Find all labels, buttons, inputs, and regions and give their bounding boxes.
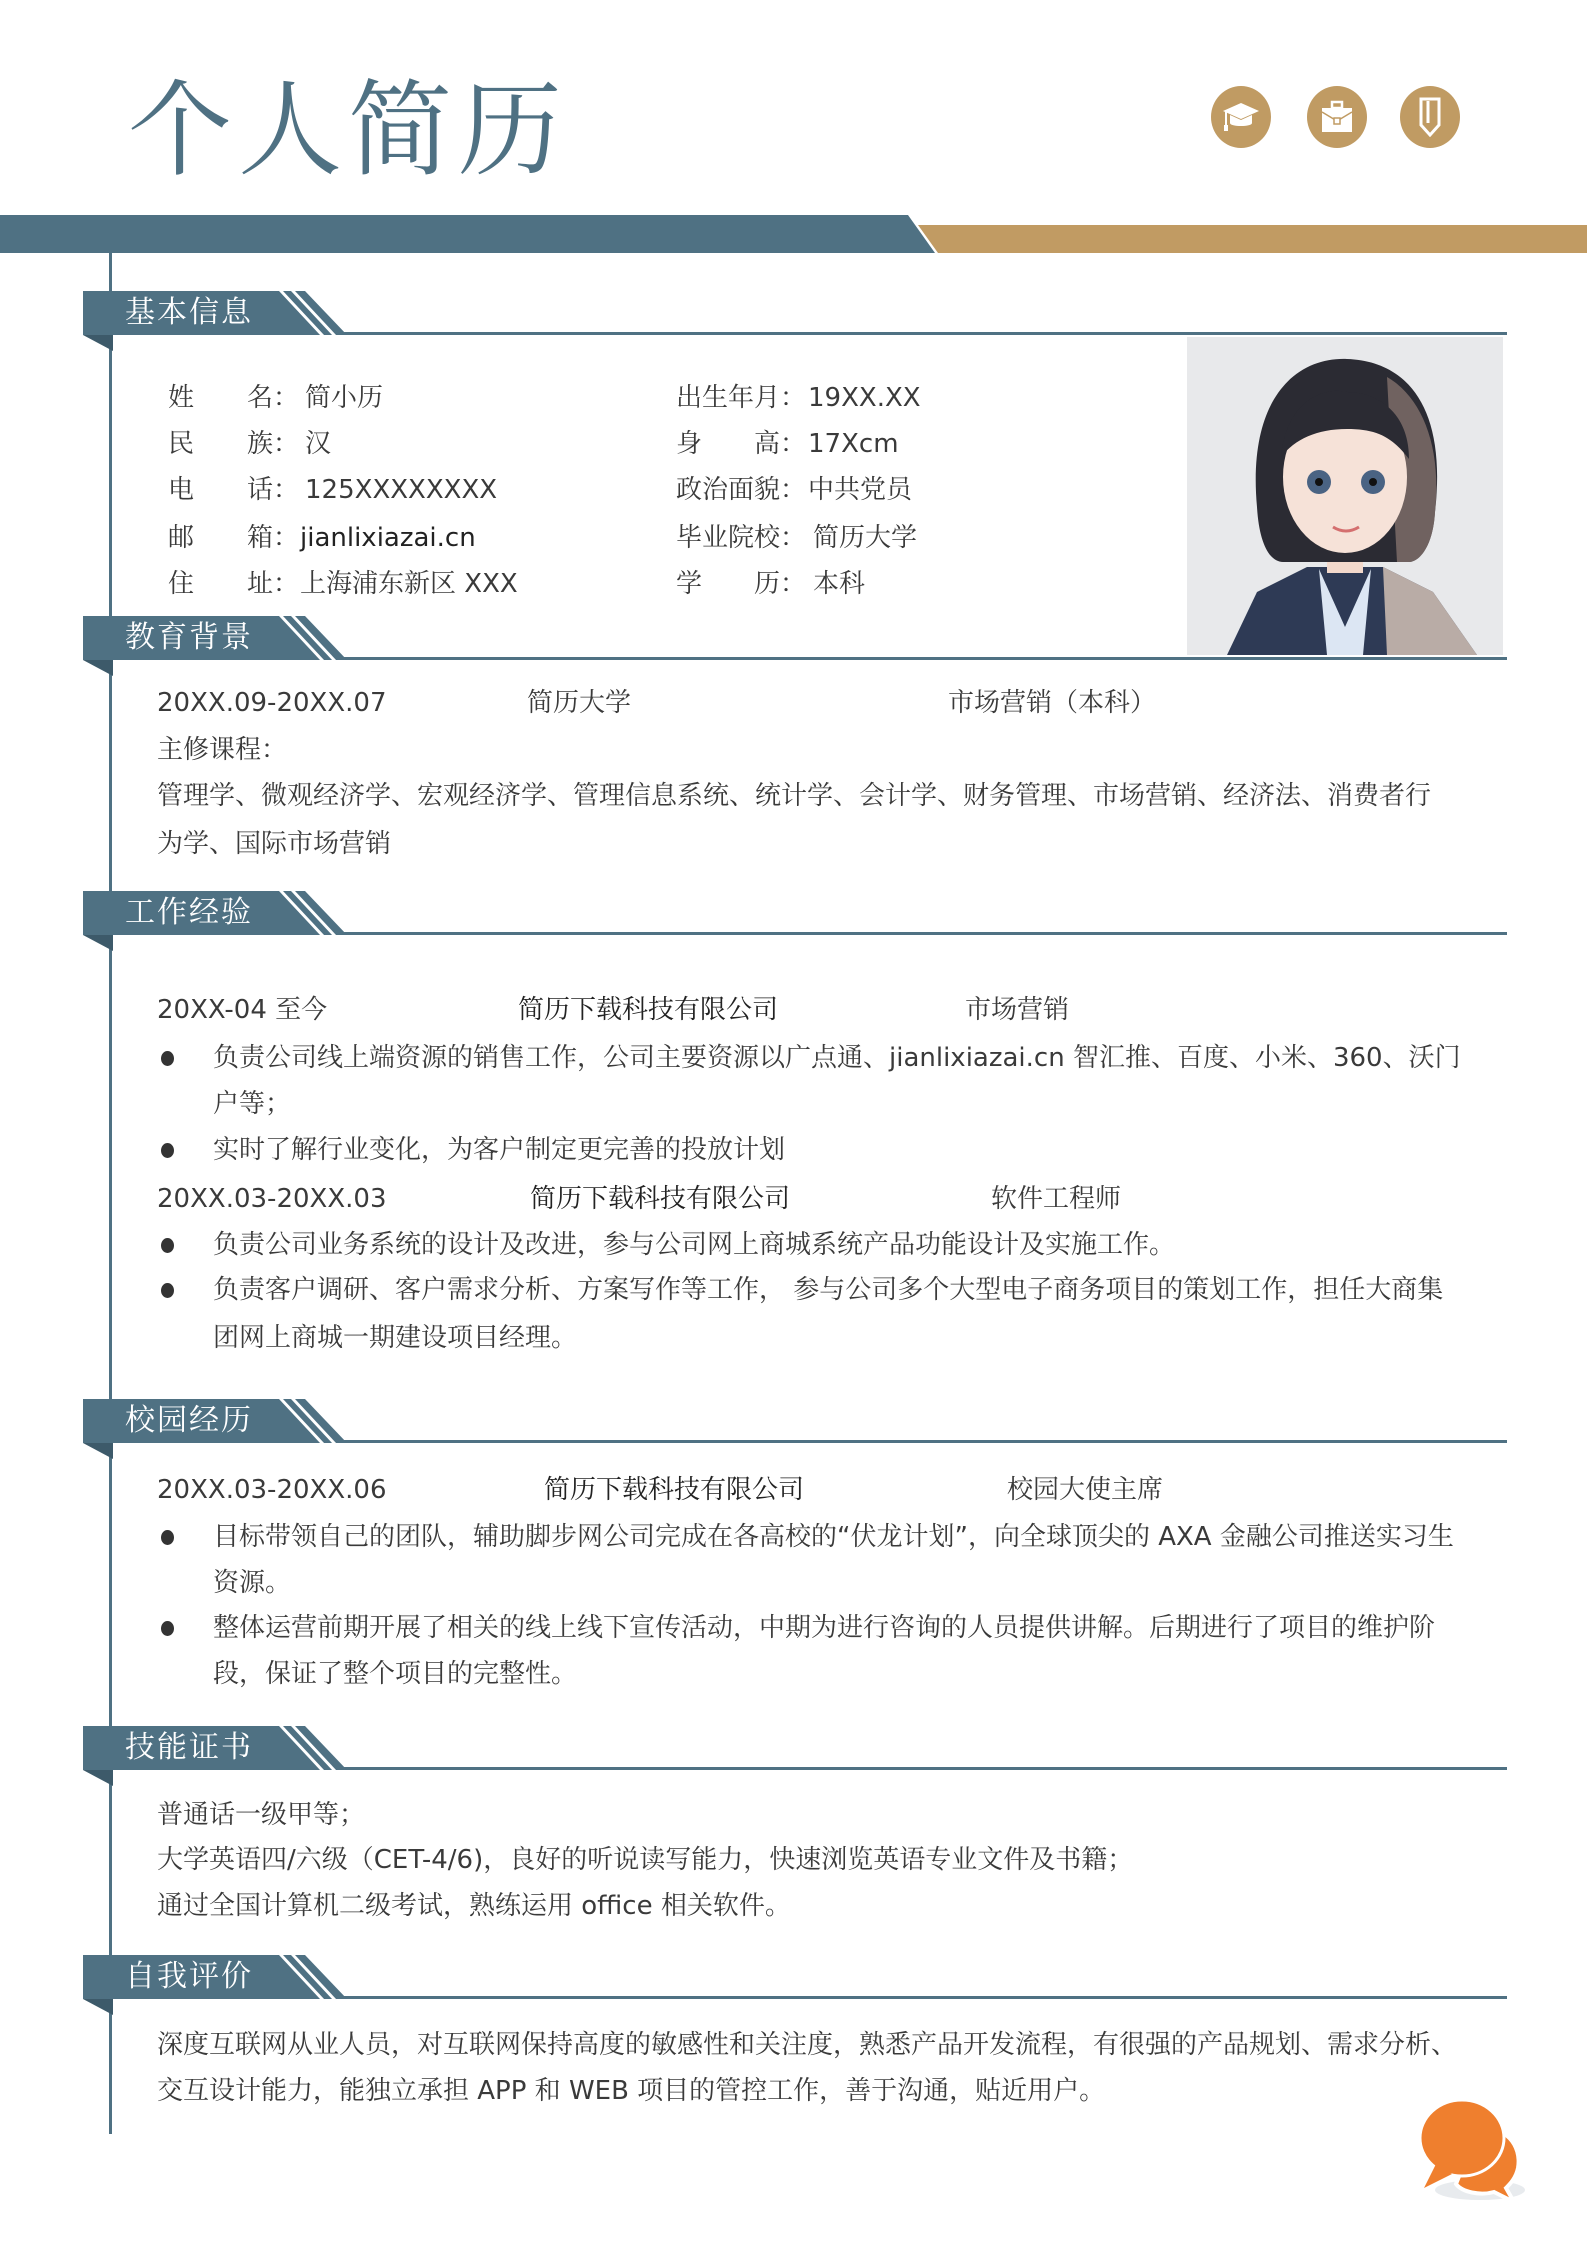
campus-date: 20XX.03-20XX.06 <box>157 1475 387 1505</box>
graduation-cap-icon <box>1211 86 1271 148</box>
field-label-char: 姓 <box>168 383 195 413</box>
job-company: 简历下载科技有限公司 <box>530 1184 791 1214</box>
job-bullet: 负责公司线上端资源的销售工作，公司主要资源以广点通、jianlixiazai.cn 智汇推、百度、小米、360、沃门 <box>213 1043 1461 1073</box>
campus-bullet-cont: 段，保证了整个项目的完整性。 <box>213 1659 578 1689</box>
briefcase-icon <box>1307 86 1367 148</box>
field-label-char: 址： <box>247 569 300 599</box>
education-date: 20XX.09-20XX.07 <box>157 688 387 718</box>
header-bar-primary <box>0 215 935 253</box>
pencil-icon <box>1400 86 1460 148</box>
field-label: 政治面貌： <box>676 475 807 505</box>
field-label: 出生年月： <box>676 383 807 413</box>
bullet-icon <box>161 1238 174 1253</box>
section-header-campus <box>83 1399 1507 1443</box>
field-value-degree: 本科 <box>813 569 866 599</box>
section-header-education <box>83 616 1507 660</box>
field-value-phone: 125XXXXXXXX <box>305 475 498 505</box>
section-title: 自我评价 <box>125 1959 253 1994</box>
field-label-char: 邮 <box>168 523 195 553</box>
courses-label: 主修课程： <box>157 735 288 765</box>
skill-line: 大学英语四/六级（CET-4/6)，良好的听说读写能力，快速浏览英语专业文件及书籍； <box>157 1845 1134 1875</box>
bullet-icon <box>161 1051 174 1066</box>
field-label-char: 族： <box>247 429 300 459</box>
section-header-basic-info <box>83 291 1507 335</box>
field-label: 毕业院校： <box>676 523 807 553</box>
job-bullet: 负责公司业务系统的设计及改进，参与公司网上商城系统产品功能设计及实施工作。 <box>213 1230 1176 1260</box>
field-value-ethnicity: 汉 <box>305 429 332 459</box>
job-bullet-cont: 户等； <box>213 1089 292 1119</box>
job-role: 市场营销 <box>965 995 1070 1025</box>
section-header-self-evaluation <box>83 1955 1507 1999</box>
job-company: 简历下载科技有限公司 <box>518 995 779 1025</box>
job-date: 20XX.03-20XX.03 <box>157 1184 387 1214</box>
job-role: 软件工程师 <box>991 1184 1122 1214</box>
campus-bullet: 目标带领自己的团队，辅助脚步网公司完成在各高校的“伏龙计划”，向全球顶尖的 AXA 金融公司推送实习生 <box>213 1522 1454 1552</box>
self-eval-line: 交互设计能力，能独立承担 APP 和 WEB 项目的管控工作，善于沟通，贴近用户。 <box>157 2076 1106 2106</box>
field-label-char: 名： <box>247 383 300 413</box>
section-title: 基本信息 <box>125 295 253 330</box>
job-bullet-cont: 团网上商城一期建设项目经理。 <box>213 1323 578 1353</box>
section-header-skills <box>83 1726 1507 1770</box>
field-label: 身 高： <box>676 429 807 459</box>
field-label-char: 民 <box>168 429 195 459</box>
education-major: 市场营销（本科） <box>948 688 1157 718</box>
field-label-char: 箱： <box>247 523 300 553</box>
field-label-char: 话： <box>247 475 300 505</box>
skill-line: 通过全国计算机二级考试，熟练运用 office 相关软件。 <box>157 1891 791 1921</box>
section-title: 校园经历 <box>125 1403 253 1438</box>
courses-text: 管理学、微观经济学、宏观经济学、管理信息系统、统计学、会计学、财务管理、市场营销、经济法、消费者行 <box>157 781 1432 811</box>
header-bar-accent <box>918 225 1587 253</box>
field-value-email: jianlixiazai.cn <box>300 523 476 553</box>
self-eval-line: 深度互联网从业人员，对互联网保持高度的敏感性和关注度，熟悉产品开发流程，有很强的产品规划、需求分析、 <box>157 2030 1458 2060</box>
field-value-birth: 19XX.XX <box>808 383 921 413</box>
field-value-name: 简小历 <box>305 383 384 413</box>
section-title: 技能证书 <box>125 1730 253 1765</box>
job-bullet: 负责客户调研、客户需求分析、方案写作等工作， 参与公司多个大型电子商务项目的策划工作，担任大商集 <box>213 1275 1444 1305</box>
section-title: 工作经验 <box>125 895 253 930</box>
field-label: 学 历： <box>676 569 807 599</box>
section-header-work <box>83 891 1507 935</box>
timeline-line <box>109 253 112 2134</box>
bullet-icon <box>161 1530 174 1545</box>
field-value-political: 中共党员 <box>808 475 913 505</box>
field-value-height: 17Xcm <box>808 429 899 459</box>
chat-bubble-icon <box>1410 2090 1540 2210</box>
bullet-icon <box>161 1143 174 1158</box>
field-label-char: 住 <box>168 569 195 599</box>
bullet-icon <box>161 1283 174 1298</box>
profile-photo <box>1187 337 1503 655</box>
field-value-address: 上海浦东新区 XXX <box>300 569 518 599</box>
page-title: 个人简历 <box>128 69 569 191</box>
campus-bullet-cont: 资源。 <box>213 1568 292 1598</box>
campus-role: 校园大使主席 <box>1007 1475 1164 1505</box>
campus-company: 简历下载科技有限公司 <box>544 1475 805 1505</box>
bullet-icon <box>161 1621 174 1636</box>
skill-line: 普通话一级甲等； <box>157 1800 366 1830</box>
education-school: 简历大学 <box>527 688 632 718</box>
field-value-school: 简历大学 <box>813 523 918 553</box>
campus-bullet: 整体运营前期开展了相关的线上线下宣传活动，中期为进行咨询的人员提供讲解。后期进行了项目的维护阶 <box>213 1613 1436 1643</box>
job-date: 20XX-04 至今 <box>157 995 328 1025</box>
courses-text: 为学、国际市场营销 <box>157 829 392 859</box>
field-label-char: 电 <box>168 475 195 505</box>
section-title: 教育背景 <box>125 620 253 655</box>
job-bullet: 实时了解行业变化，为客户制定更完善的投放计划 <box>213 1135 786 1165</box>
